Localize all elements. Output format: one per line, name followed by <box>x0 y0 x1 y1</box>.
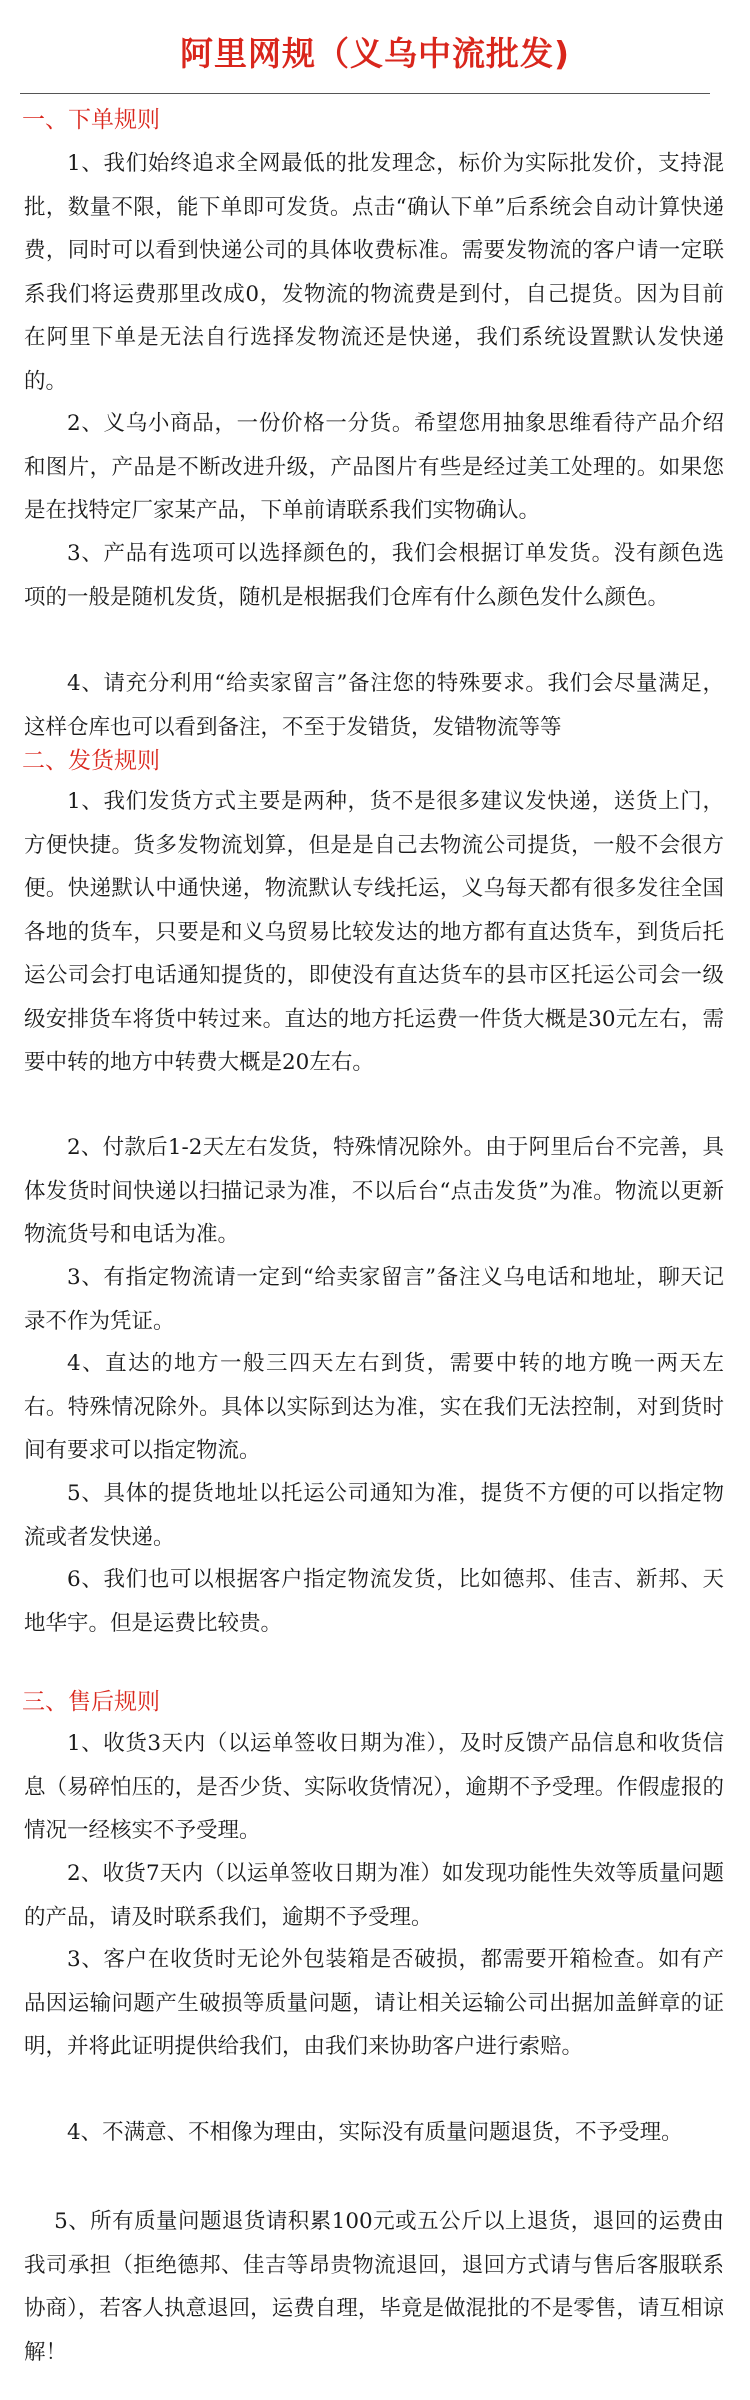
order-rule-2: 2、义乌小商品，一份价格一分货。希望您用抽象思维看待产品介绍和图片，产品是不断改进升级，产品图片有些是经过美工处理的。如果您是在找特定厂家某产品，下单前请联系我们实物确认。 <box>24 411 724 523</box>
title-divider <box>20 93 710 94</box>
aftersales-rule-2: 2、收货7天内（以运单签收日期为准）如发现功能性失效等质量问题的产品，请及时联系我们，逾期不予受理。 <box>24 1861 724 1930</box>
order-rule-1: 1、我们始终追求全网最低的批发理念，标价为实际批发价，支持混批，数量不限，能下单即可发货。点击“确认下单”后系统会自动计算快递费，同时可以看到快递公司的具体收费标准。需要发物流的客户请一定联系我们将运费那里改成0，发物流的物流费是到付，自己提货。因为目前在阿里下单是无法自行选择发物流还是快递，我们系统设置默认发快递的。 <box>24 151 724 394</box>
section-heading-aftersales: 三、售后规则 <box>22 1689 160 1715</box>
shipping-rule-6: 6、我们也可以根据客户指定物流发货，比如德邦、佳吉、新邦、天地华宇。但是运费比较贵。 <box>24 1567 724 1636</box>
section-heading-shipping: 二、发货规则 <box>22 748 160 774</box>
aftersales-rule-1: 1、收货3天内（以运单签收日期为准），及时反馈产品信息和收货信息（易碎怕压的，是否少货、实际收货情况），逾期不予受理。作假虚报的情况一经核实不予受理。 <box>24 1731 724 1843</box>
shipping-rule-5: 5、具体的提货地址以托运公司通知为准，提货不方便的可以指定物流或者发快递。 <box>24 1481 724 1550</box>
shipping-rule-1: 1、我们发货方式主要是两种，货不是很多建议发快递，送货上门，方便快捷。货多发物流划算，但是是自己去物流公司提货，一般不会很方便。快递默认中通快递，物流默认专线托运，义乌每天都有很多发往全国各地的货车，只要是和义乌贸易比较发达的地方都有直达货车，到货后托运公司会打电话通知提货的，即使没有直达货车的县市区托运公司会一级级安排货车将货中转过来。直达的地方托运费一件货大概是30元左右，需要中转的地方中转费大概是20左右。 <box>24 789 724 1075</box>
aftersales-rule-4: 4、不满意、不相像为理由，实际没有质量问题退货，不予受理。 <box>67 2120 683 2145</box>
shipping-rule-3: 3、有指定物流请一定到“给卖家留言”备注义乌电话和地址，聊天记录不作为凭证。 <box>24 1265 724 1334</box>
aftersales-rule-5: 5、所有质量问题退货请积累100元或五公斤以上退货，退回的运费由我司承担（拒绝德邦、佳吉等昂贵物流退回，退回方式请与售后客服联系协商），若客人执意退回，运费自理，毕竟是做混批的不是零售，请互相谅解！ <box>24 2209 724 2365</box>
page-title: 阿里网规（义乌中流批发) <box>179 34 571 73</box>
section-heading-order: 一、下单规则 <box>22 107 160 133</box>
shipping-rule-2: 2、付款后1-2天左右发货，特殊情况除外。由于阿里后台不完善，具体发货时间快递以扫描记录为准，不以后台“点击发货”为准。物流以更新物流货号和电话为准。 <box>24 1135 724 1247</box>
shipping-rule-4: 4、直达的地方一般三四天左右到货，需要中转的地方晚一两天左右。特殊情况除外。具体以实际到达为准，实在我们无法控制，对到货时间有要求可以指定物流。 <box>24 1351 724 1463</box>
order-rule-3: 3、产品有选项可以选择颜色的，我们会根据订单发货。没有颜色选项的一般是随机发货，随机是根据我们仓库有什么颜色发什么颜色。 <box>24 541 724 610</box>
order-rule-4: 4、请充分利用“给卖家留言”备注您的特殊要求。我们会尽量满足，这样仓库也可以看到备注，不至于发错货，发错物流等等 <box>24 671 724 740</box>
aftersales-rule-3: 3、客户在收货时无论外包装箱是否破损，都需要开箱检查。如有产品因运输问题产生破损等质量问题，请让相关运输公司出据加盖鲜章的证明，并将此证明提供给我们，由我们来协助客户进行索赔。 <box>24 1947 724 2059</box>
